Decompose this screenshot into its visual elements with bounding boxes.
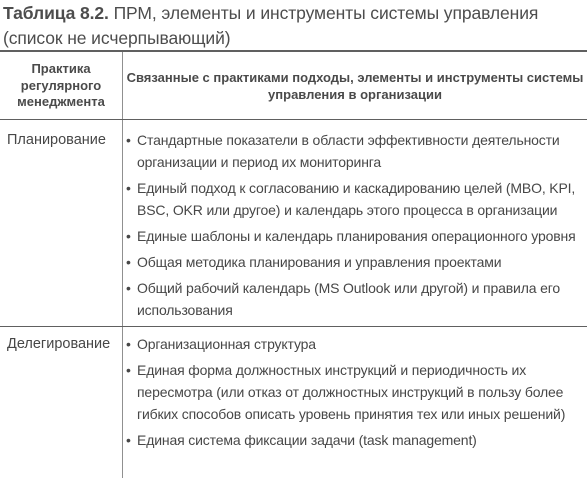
delegation-items-list (125, 333, 585, 455)
row-category-planning: Планирование (7, 132, 106, 148)
bullet-icon: • (126, 432, 131, 448)
bullet-icon: • (126, 336, 131, 352)
planning-items-list (125, 129, 585, 325)
header-practice: Практика регулярного менеджмента (17, 61, 105, 109)
table-caption (3, 1, 585, 51)
header-approaches: Связанные с практиками подходы, элементы и инструменты системы управления в организации (126, 70, 584, 102)
bullet-icon: • (126, 254, 131, 270)
table-number: Таблица 8.2. (3, 3, 109, 23)
list-item: • Общий рабочий календарь (MS Outlook или другой) и правила его использования (125, 277, 585, 321)
list-item: • Единый подход к согласованию и каскадированию целей (MBO, KPI, BSC, OKR или другое) и календарь этого процесса в организации (125, 177, 585, 221)
list-item: • Единая система фиксации задачи (task management) (125, 429, 585, 451)
table-title: ПРМ, элементы и инструменты системы управления (список не исчерпывающий) (3, 3, 539, 48)
column-divider (122, 52, 123, 478)
bullet-icon: • (126, 132, 131, 148)
bullet-icon: • (126, 228, 131, 244)
list-item: • Общая методика планирования и управления проектами (125, 251, 585, 273)
row-category-delegation: Делегирование (7, 336, 111, 352)
table-top-rule (0, 50, 587, 52)
list-item: • Единая форма должностных инструкций и периодичность их пересмотра (или отказ от должностных инструкций в пользу более гибких способов описать уровень принятия тех или иных решений) (125, 359, 585, 425)
row-divider (0, 326, 587, 327)
list-item: • Организационная структура (125, 333, 585, 355)
header-rule (0, 119, 587, 120)
bullet-icon: • (126, 180, 131, 196)
bullet-icon: • (126, 280, 131, 296)
list-item: • Единые шаблоны и календарь планирования операционного уровня (125, 225, 585, 247)
list-item: • Стандартные показатели в области эффективности деятельности организации и период их мониторинга (125, 129, 585, 173)
bullet-icon: • (126, 362, 131, 378)
